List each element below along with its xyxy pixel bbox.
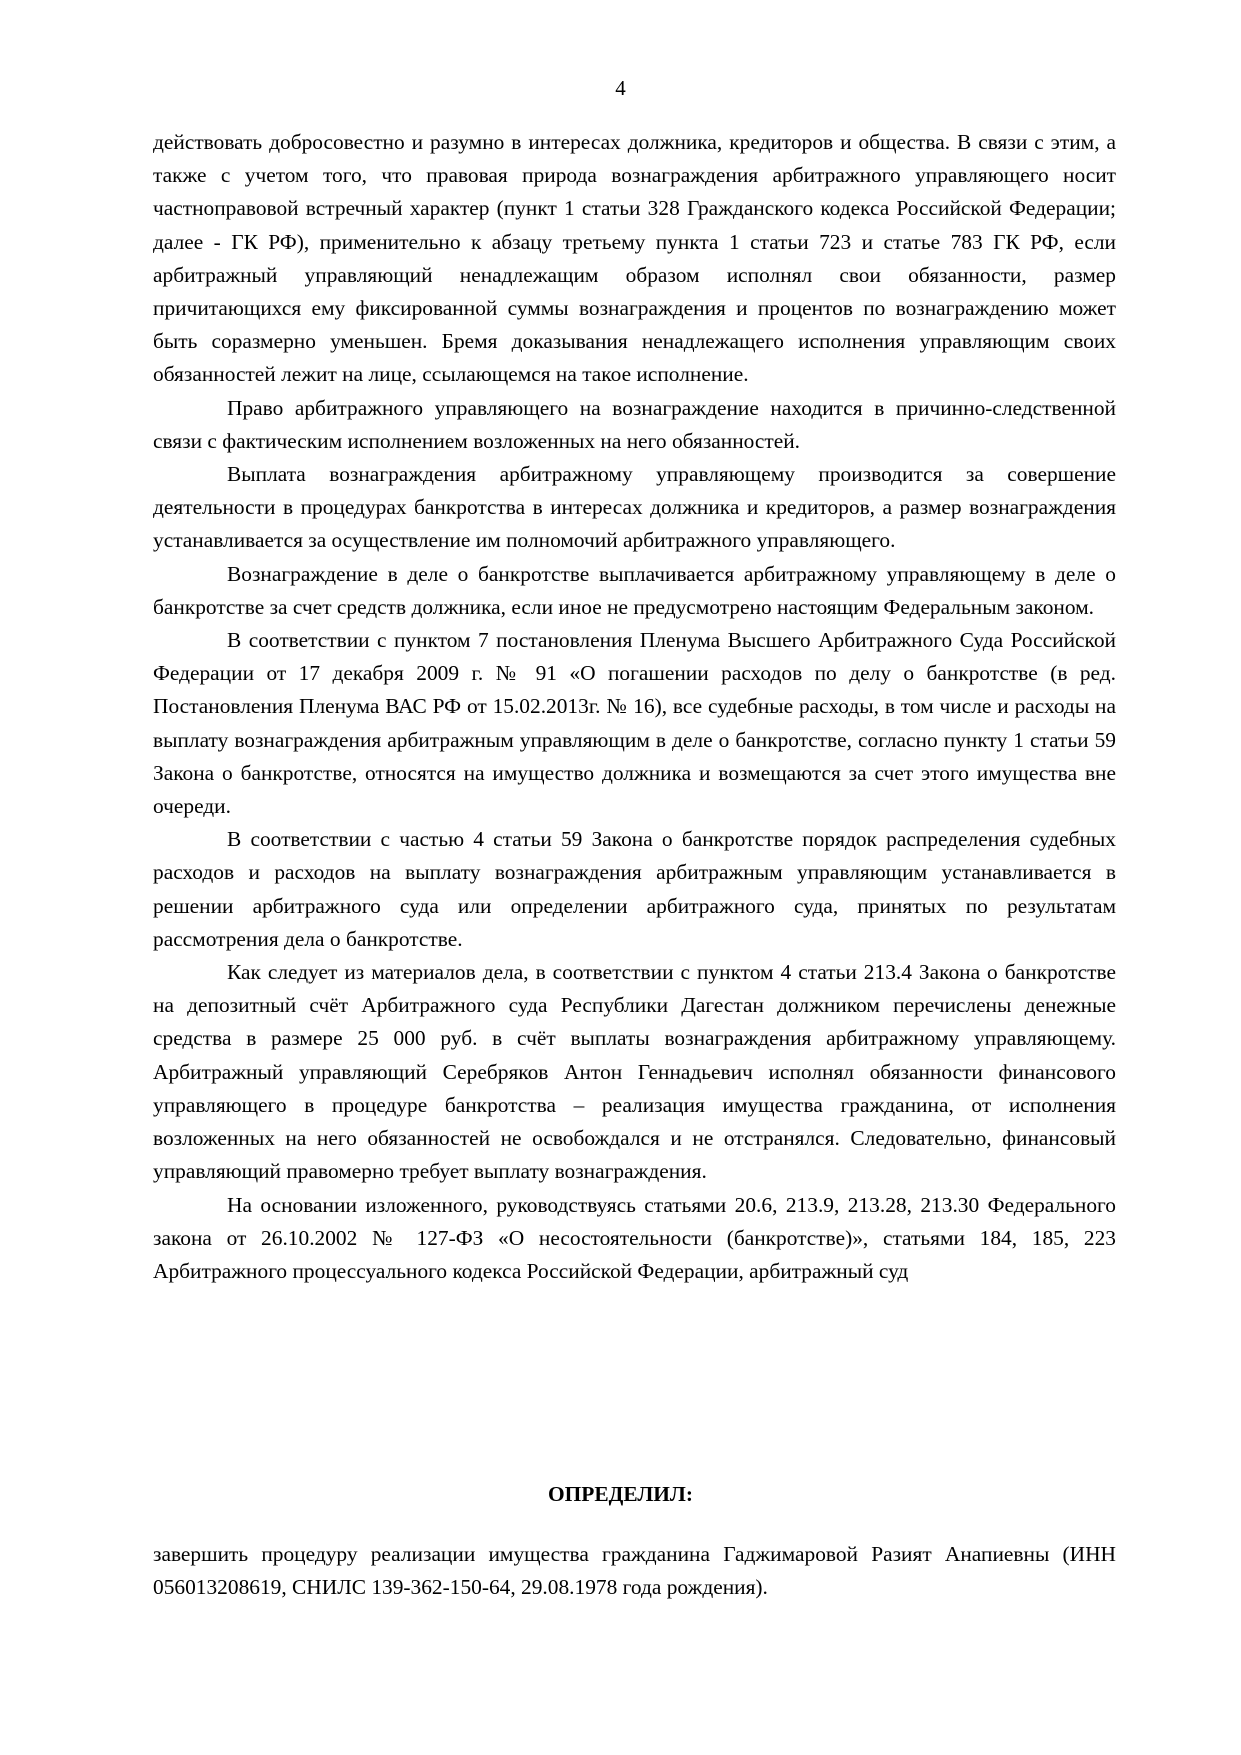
paragraph-expense-distribution: В соответствии с частью 4 статьи 59 Закона о банкротстве порядок распределения судебных расходов и расходов на выплату вознаграждения арбитражным управляющим устанавливается в решении арбитражного суда или определении арбитражного суда, принятых по результатам рассмотрения дела о банкротстве. — [153, 827, 1116, 951]
paragraph-remuneration-right: Право арбитражного управляющего на вознаграждение находится в причинно-следственной связи с фактическим исполнением возложенных на него обязанностей. — [153, 395, 1116, 453]
page-number: 4 — [615, 76, 626, 100]
ruling-resolution — [153, 1538, 1116, 1604]
paragraph-legal-basis: На основании изложенного, руководствуясь статьями 20.6, 213.9, 213.28, 213.30 Федерального закона от 26.10.2002 № 127-ФЗ «О несостоятельности (банкротстве)», статьями 184, 185, 223 Арбитражного процессуального кодекса Российской Федерации, арбитражный суд — [153, 1192, 1116, 1283]
paragraph-case-materials: Как следует из материалов дела, в соответствии с пунктом 4 статьи 213.4 Закона о банкротстве на депозитный счёт Арбитражного суда Республики Дагестан должником перечислены денежные средства в размере 25 000 руб. в счёт выплаты вознаграждения арбитражному управляющему. Арбитражный управляющий Серебряков Антон Геннадьевич исполнял обязанности финансового управляющего в процедуре банкротства – реализация имущества гражданина, от исполнения возложенных на него обязанностей не освобождался и не отстранялся. Следовательно, финансовый управляющий правомерно требует выплату вознаграждения. — [153, 960, 1116, 1184]
resolution-text: завершить процедуру реализации имущества гражданина Гаджимаровой Разият Анапиевны (ИНН 056013208619, СНИЛС 139-362-150-64, 29.08.1978 года рождения). — [153, 1542, 1116, 1600]
paragraph-plenum-resolution: В соответствии с пунктом 7 постановления Пленума Высшего Арбитражного Суда Российской Федерации от 17 декабря 2009 г. № 91 «О погашении расходов по делу о банкротстве (в ред. Постановления Пленума ВАС РФ от 15.02.2013г. № 16), все судебные расходы, в том числе и расходы на выплату вознаграждения арбитражным управляющим в деле о банкротстве, согласно пункту 1 статьи 59 Закона о банкротстве, относятся на имущество должника и возмещаются за счет этого имущества вне очереди. — [153, 628, 1116, 819]
paragraph-continuation: действовать добросовестно и разумно в интересах должника, кредиторов и общества. В связи с этим, а также с учетом того, что правовая природа вознаграждения арбитражного управляющего носит частноправовой встречный характер (пункт 1 статьи 328 Гражданского кодекса Российской Федерации; далее - ГК РФ), применительно к абзацу третьему пункта 1 статьи 723 и статье 783 ГК РФ, если арбитражный управляющий ненадлежащим образом исполнял свои обязанности, размер причитающихся ему фиксированной суммы вознаграждения и процентов по вознаграждению может быть соразмерно уменьшен. Бремя доказывания ненадлежащего исполнения управляющим своих обязанностей лежит на лице, ссылающемся на такое исполнение. — [153, 130, 1116, 387]
ruling-heading: ОПРЕДЕЛИЛ: — [548, 1482, 693, 1506]
document-body — [153, 126, 1116, 1288]
paragraph-remuneration-payment: Выплата вознаграждения арбитражному управляющему производится за совершение деятельности в процедурах банкротства в интересах должника и кредиторов, а размер вознаграждения устанавливается за осуществление им полномочий арбитражного управляющего. — [153, 462, 1116, 553]
paragraph-remuneration-source: Вознаграждение в деле о банкротстве выплачивается арбитражному управляющему в деле о банкротстве за счет средств должника, если иное не предусмотрено настоящим Федеральным законом. — [153, 561, 1116, 619]
